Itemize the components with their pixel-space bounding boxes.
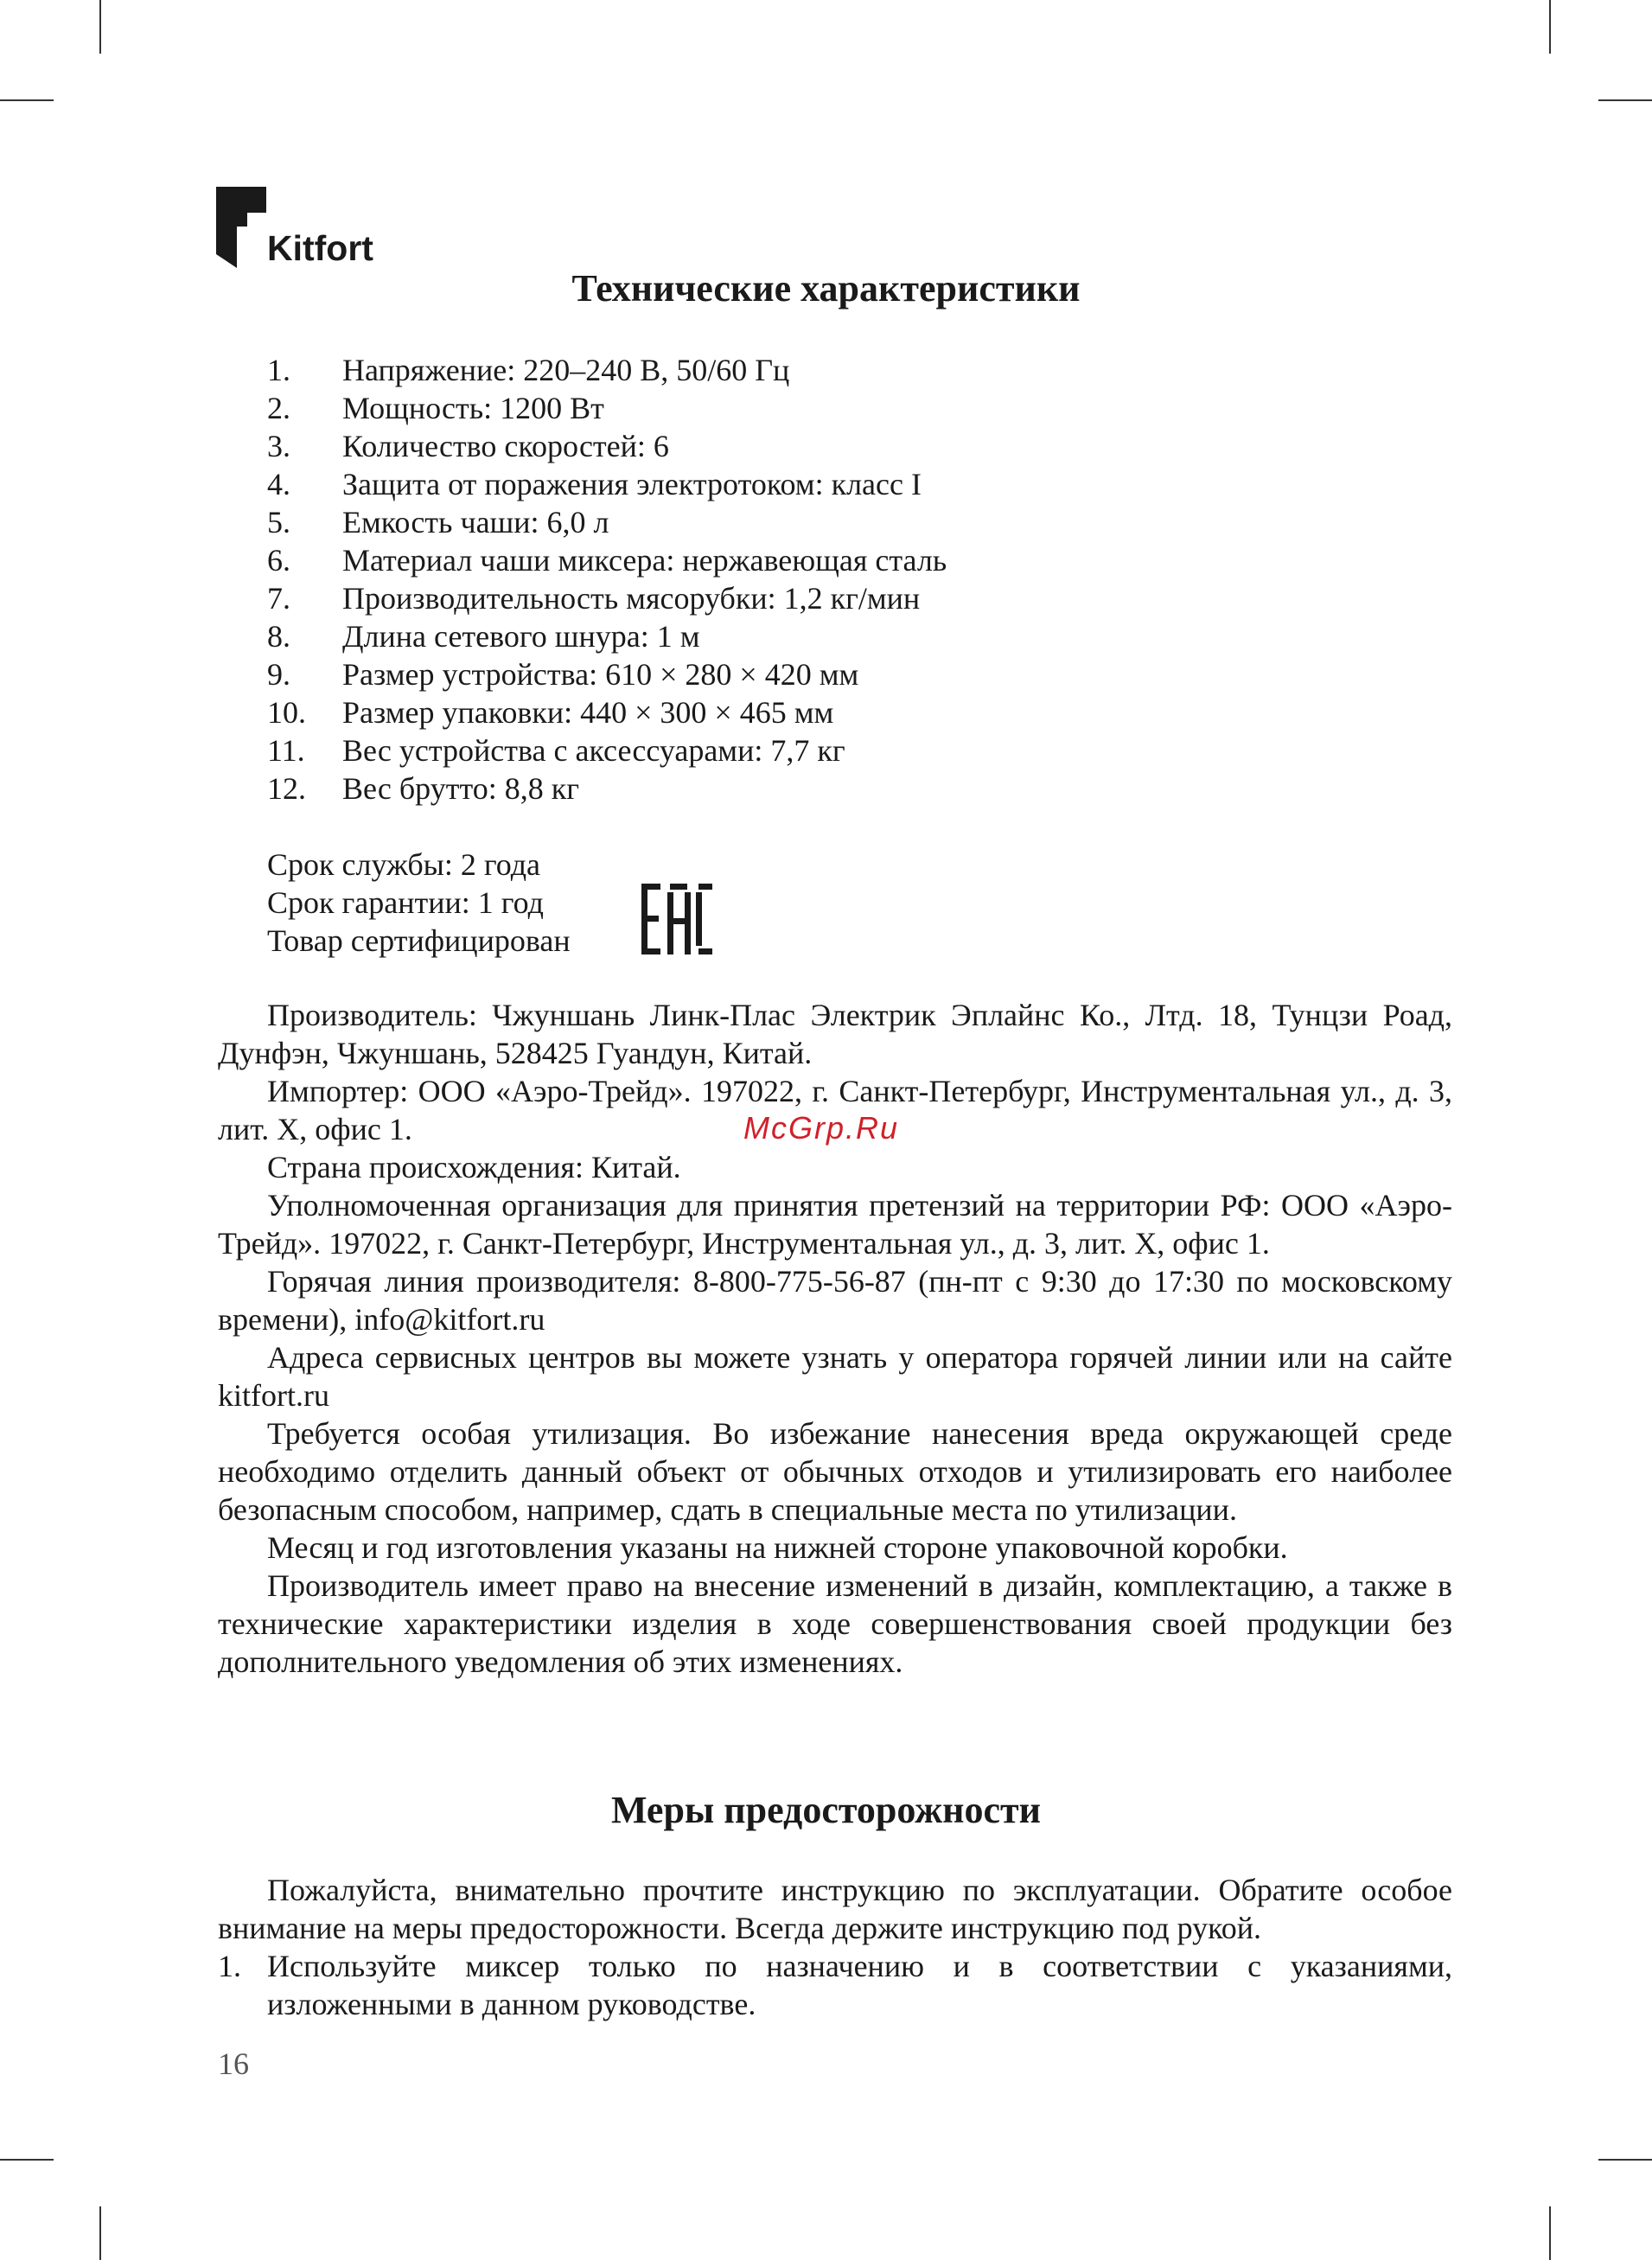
service-info [267,846,571,960]
spec-item-text: Вес устройства с аксессуарами: 7,7 кг [342,733,845,768]
crop-mark [99,0,101,54]
changes-paragraph: Производитель имеет право на внесение изменений в дизайн, комплектацию, а также в технические характеристики изделия в ходе совершенствования своей продукции без дополнительного уведомления об этих изменениях. [218,1568,1452,1679]
spec-item-text: Длина сетевого шнура: 1 м [342,619,700,654]
specs-heading: Технические характеристики [571,267,1081,310]
watermark: McGrp.Ru [743,1110,900,1146]
spec-item-number: 10. [267,695,306,730]
precautions-section [218,1871,1452,2023]
authorized-org-paragraph: Уполномоченная организация для принятия претензий на территории РФ: ООО «Аэро-Трейд». 197022, г. Санкт-Петербург, Инструментальная ул., д. 3, лит. Х, офис 1. [218,1188,1452,1261]
spec-item-number: 11. [267,733,305,768]
manufacturer-info [218,996,1452,1681]
warranty-period: Срок гарантии: 1 год [267,885,544,920]
spec-item-number: 7. [267,581,290,616]
spec-item-text: Размер упаковки: 440 × 300 × 465 мм [342,695,834,730]
service-life: Срок службы: 2 года [267,847,541,882]
spec-item [267,617,947,655]
crop-mark [1598,99,1652,101]
spec-item-text: Материал чаши миксера: нержавеющая сталь [342,543,947,578]
spec-item-number: 2. [267,391,290,425]
crop-mark [0,99,54,101]
kitfort-logo [216,187,389,273]
spec-item-text: Напряжение: 220–240 В, 50/60 Гц [342,353,790,387]
spec-item [267,427,947,465]
page-number: 16 [218,2046,249,2081]
spec-item [267,503,947,541]
crop-mark [1549,2206,1551,2260]
eac-mark-icon [641,884,712,954]
spec-item-number: 8. [267,619,290,654]
crop-mark [1598,2159,1652,2161]
spec-item-number: 9. [267,657,290,692]
spec-item [267,351,947,389]
hotline-paragraph: Горячая линия производителя: 8-800-775-56-87 (пн-пт с 9:30 до 17:30 по московскому времени), info@kitfort.ru [218,1264,1452,1337]
precaution-item-number: 1. [218,1949,241,1983]
spec-item-text: Размер устройства: 610 × 280 × 420 мм [342,657,859,692]
manufacture-date-paragraph: Месяц и год изготовления указаны на нижней стороне упаковочной коробки. [267,1530,1288,1565]
spec-item-text: Емкость чаши: 6,0 л [342,505,609,539]
service-centers-paragraph: Адреса сервисных центров вы можете узнать у оператора горячей линии или на сайте kitfort.ru [218,1340,1452,1413]
logo-wordmark: Kitfort [267,228,373,268]
precaution-item-text: Используйте миксер только по назначению и в соответствии с указаниями, изложенными в данном руководстве. [267,1949,1452,2021]
spec-item [267,655,947,693]
spec-item-number: 3. [267,429,290,463]
disposal-paragraph: Требуется особая утилизация. Во избежание нанесения вреда окружающей среде необходимо отделить данный объект от обычных отходов и утилизировать его наиболее безопасным способом, например, сдать в специальные места по утилизации. [218,1416,1452,1527]
spec-item-text: Производительность мясорубки: 1,2 кг/мин [342,581,921,616]
country-paragraph: Страна происхождения: Китай. [267,1150,681,1184]
crop-mark [99,2206,101,2260]
importer-paragraph: Импортер: ООО «Аэро-Трейд». 197022, г. Санкт-Петербург, Инструментальная ул., д. 3, лит. Х, офис 1. [218,1074,1452,1146]
spec-item-text: Защита от поражения электротоком: класс I [342,467,922,501]
precautions-intro: Пожалуйста, внимательно прочтите инструкцию по эксплуатации. Обратите особое внимание на меры предосторожности. Всегда держите инструкцию под рукой. [218,1873,1452,1945]
spec-item-number: 5. [267,505,290,539]
kitfort-logo-icon [216,187,266,268]
spec-item [267,731,947,769]
spec-item [267,389,947,427]
spec-item [267,579,947,617]
crop-mark [0,2159,54,2161]
specs-list [267,351,947,808]
precautions-heading: Меры предосторожности [610,1789,1042,1831]
spec-item [267,693,947,731]
spec-item-number: 12. [267,771,306,806]
spec-item [267,541,947,579]
spec-item-text: Вес брутто: 8,8 кг [342,771,579,806]
spec-item-number: 4. [267,467,290,501]
spec-item [267,465,947,503]
spec-item-number: 6. [267,543,290,578]
crop-mark [1549,0,1551,54]
spec-item-text: Количество скоростей: 6 [342,429,669,463]
spec-item-text: Мощность: 1200 Вт [342,391,604,425]
manufacturer-paragraph: Производитель: Чжуншань Линк-Плас Электрик Эплайнс Ко., Лтд. 18, Тунцзи Роад, Дунфэн, Чжуншань, 528425 Гуандун, Китай. [218,998,1452,1070]
spec-item [267,769,947,808]
spec-item-number: 1. [267,353,290,387]
precaution-item [218,1947,1452,2023]
certification-note: Товар сертифицирован [267,923,571,958]
